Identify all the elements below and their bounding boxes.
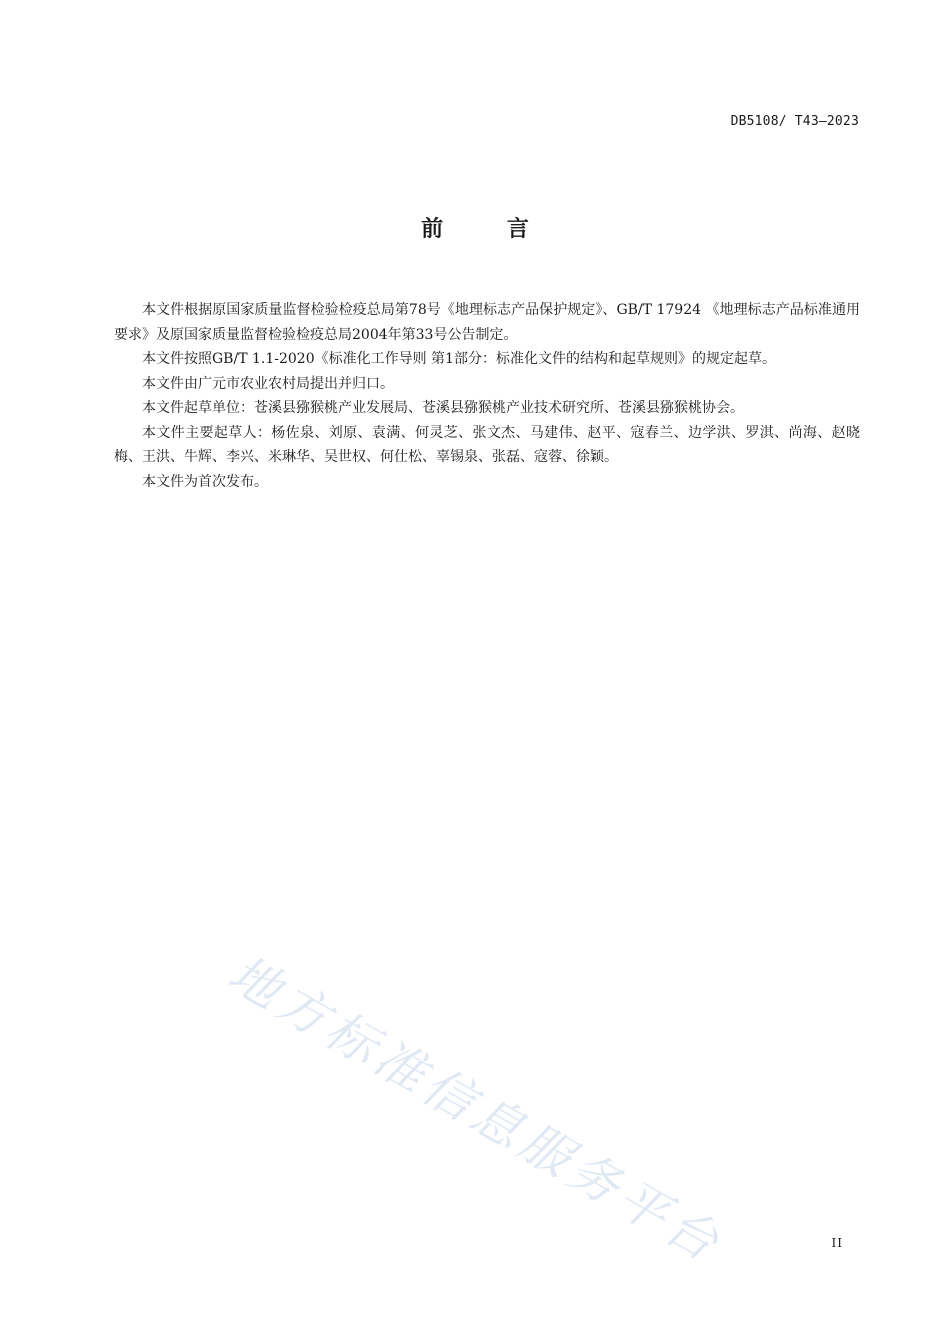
paragraph-drafters: 本文件主要起草人：杨佐泉、刘原、袁满、何灵芝、张文杰、马建伟、赵平、寇春兰、边学洪、罗淇、尚海、赵晓梅、王洪、牛辉、李兴、米琳华、吴世权、何仕松、辜锡泉、张磊、寇蓉、徐颖。 bbox=[114, 424, 860, 465]
paragraph-first-release: 本文件为首次发布。 bbox=[142, 473, 268, 490]
paragraph-basis: 本文件根据原国家质量监督检验检疫总局第78号《地理标志产品保护规定》、GB/T 17924 《地理标志产品标准通用要求》及原国家质量监督检验检疫总局2004年第33号公告制定。 bbox=[114, 302, 860, 343]
paragraph-drafting-rules: 本文件按照GB/T 1.1-2020《标准化工作导则 第1部分：标准化文件的结构和起草规则》的规定起草。 bbox=[142, 351, 776, 367]
document-code: DB5108/ T43—2023 bbox=[730, 114, 859, 129]
foreword-body bbox=[114, 298, 860, 494]
paragraph-drafting-units: 本文件起草单位：苍溪县猕猴桃产业发展局、苍溪县猕猴桃产业技术研究所、苍溪县猕猴桃协会。 bbox=[142, 400, 744, 416]
paragraph-proposer: 本文件由广元市农业农村局提出并归口。 bbox=[142, 375, 394, 392]
watermark: 地方标准信息服务平台 bbox=[218, 944, 733, 1275]
page-title: 前 言 bbox=[421, 217, 557, 242]
page-number: II bbox=[831, 1236, 843, 1250]
